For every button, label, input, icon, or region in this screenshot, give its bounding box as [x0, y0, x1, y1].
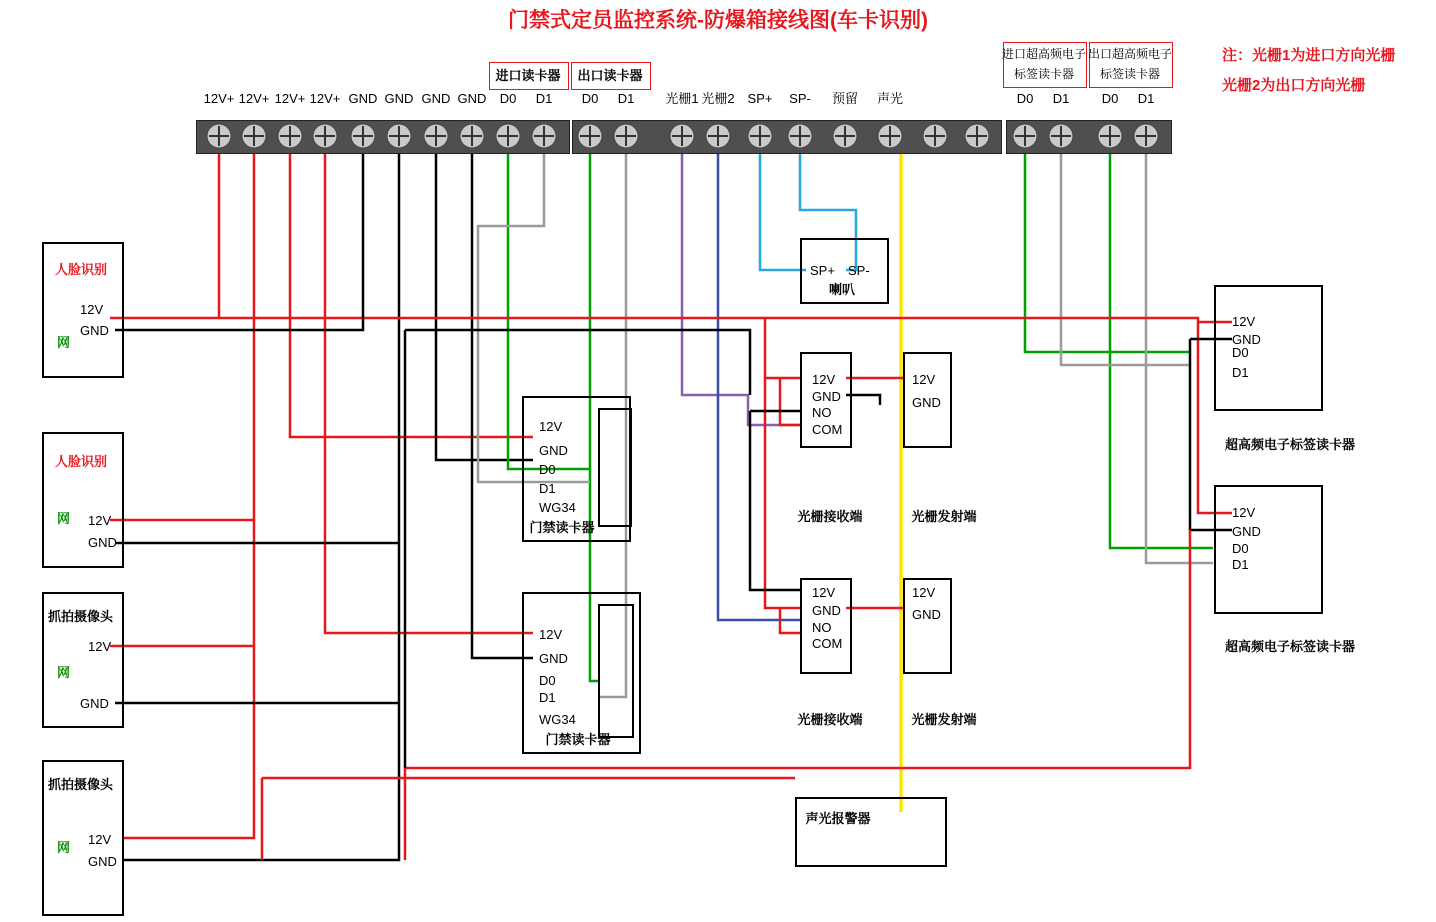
- face-recognition-1-pin-gnd: GND: [80, 323, 109, 338]
- entry-reader-header-label: 进口读卡器: [495, 68, 561, 83]
- terminal-label: D0: [499, 91, 517, 106]
- uhf-reader-2-caption: 超高频电子标签读卡器: [1224, 639, 1356, 654]
- grating-tx-1-pin-gnd: GND: [912, 395, 941, 410]
- device-uhf-reader-1: [1214, 285, 1323, 411]
- door-reader-1-pin-d0: D0: [539, 462, 556, 477]
- note-line-1: 注：光栅1为进口方向光栅: [1222, 47, 1396, 64]
- uhf-reader-1-pin-12v: 12V: [1232, 314, 1256, 329]
- face-recognition-1-title: 人脸识别: [55, 262, 108, 277]
- door-reader-1-pin-wg34: WG34: [539, 500, 576, 515]
- capture-camera-2-title: 抓拍摄像头: [48, 777, 114, 792]
- door-reader-1-inner: [598, 408, 632, 527]
- exit-uhf-header-label-2: 标签读卡器: [1099, 67, 1161, 81]
- terminal-label: 光栅1: [665, 91, 699, 106]
- capture-camera-1-net: 网: [57, 665, 71, 680]
- uhf-reader-1-pin-d0: D0: [1232, 345, 1249, 360]
- grating-rx-2-pin-no: NO: [812, 620, 832, 635]
- capture-camera-2-net: 网: [57, 840, 71, 855]
- door-reader-2-inner: [598, 604, 634, 738]
- door-reader-1-pin-gnd: GND: [539, 443, 568, 458]
- uhf-reader-2-pin-d1: D1: [1232, 557, 1249, 572]
- door-reader-2-pin-wg34: WG34: [539, 712, 576, 727]
- sound-light-alarm-caption: 声光报警器: [805, 811, 871, 826]
- terminal-label: GND: [457, 91, 487, 106]
- door-reader-2-pin-12v: 12V: [539, 627, 563, 642]
- uhf-reader-1-caption: 超高频电子标签读卡器: [1224, 437, 1356, 452]
- terminal-label: GND: [384, 91, 414, 106]
- door-reader-1-pin-d1: D1: [539, 481, 556, 496]
- capture-camera-2-pin-gnd: GND: [88, 854, 117, 869]
- grating-tx-1-caption: 光栅发射端: [911, 509, 977, 524]
- speaker-pin-sp-plus: SP+: [810, 263, 835, 278]
- terminal-label: GND: [348, 91, 378, 106]
- terminal-label: D1: [617, 91, 635, 106]
- face-recognition-1-net: 网: [57, 335, 71, 350]
- terminal-label: 12V+: [238, 91, 270, 106]
- terminal-label: D1: [1052, 91, 1070, 106]
- grating-rx-1-caption: 光栅接收端: [797, 509, 863, 524]
- face-recognition-2-pin-12v: 12V: [88, 513, 112, 528]
- face-recognition-2-net: 网: [57, 511, 71, 526]
- capture-camera-1-pin-12v: 12V: [88, 639, 112, 654]
- grating-rx-1-pin-com: COM: [812, 422, 843, 437]
- grating-tx-2-caption: 光栅发射端: [911, 712, 977, 727]
- exit-reader-header-label: 出口读卡器: [577, 68, 643, 83]
- speaker-caption: 喇叭: [828, 282, 856, 297]
- terminal-label: 预留: [831, 91, 859, 106]
- face-recognition-2-title: 人脸识别: [55, 454, 108, 469]
- uhf-reader-2-pin-d0: D0: [1232, 541, 1249, 556]
- grating-rx-1-pin-12v: 12V: [812, 372, 836, 387]
- capture-camera-2-pin-12v: 12V: [88, 832, 112, 847]
- face-recognition-2-pin-gnd: GND: [88, 535, 117, 550]
- terminal-label: SP+: [747, 91, 773, 106]
- terminal-label: D1: [1137, 91, 1155, 106]
- uhf-reader-1-pin-d1: D1: [1232, 365, 1249, 380]
- terminal-label: 12V+: [274, 91, 306, 106]
- note-line-2: 光栅2为出口方向光栅: [1222, 77, 1366, 94]
- terminal-label: D0: [1016, 91, 1034, 106]
- door-reader-2-pin-gnd: GND: [539, 651, 568, 666]
- entry-uhf-header-label-2: 标签读卡器: [1013, 67, 1075, 81]
- device-uhf-reader-2: [1214, 485, 1323, 614]
- uhf-reader-1-pin-gnd: GND: [1232, 332, 1261, 347]
- door-reader-2-pin-d0: D0: [539, 673, 556, 688]
- grating-rx-1-pin-gnd: GND: [812, 389, 841, 404]
- terminal-label: D0: [581, 91, 599, 106]
- terminal-label: 光栅2: [701, 91, 735, 106]
- grating-tx-2-pin-gnd: GND: [912, 607, 941, 622]
- terminal-label: GND: [421, 91, 451, 106]
- grating-rx-2-caption: 光栅接收端: [797, 712, 863, 727]
- door-reader-2-caption: 门禁读卡器: [545, 732, 611, 747]
- grating-rx-1-pin-no: NO: [812, 405, 832, 420]
- terminal-label: SP-: [789, 91, 811, 106]
- entry-uhf-header-label-1: 进口超高频电子: [1001, 47, 1087, 61]
- terminal-label: D1: [535, 91, 553, 106]
- grating-tx-1-pin-12v: 12V: [912, 372, 936, 387]
- page-title: 门禁式定员监控系统-防爆箱接线图(车卡识别): [508, 9, 928, 32]
- uhf-reader-2-pin-gnd: GND: [1232, 524, 1261, 539]
- terminal-label: 声光: [876, 91, 904, 106]
- capture-camera-1-pin-gnd: GND: [80, 696, 109, 711]
- terminal-label: 12V+: [203, 91, 235, 106]
- grating-tx-2-pin-12v: 12V: [912, 585, 936, 600]
- uhf-reader-2-pin-12v: 12V: [1232, 505, 1256, 520]
- speaker-pin-sp-minus: SP-: [848, 263, 870, 278]
- terminal-label: D0: [1101, 91, 1119, 106]
- grating-rx-2-pin-12v: 12V: [812, 585, 836, 600]
- terminal-label: 12V+: [309, 91, 341, 106]
- door-reader-1-pin-12v: 12V: [539, 419, 563, 434]
- grating-rx-2-pin-gnd: GND: [812, 603, 841, 618]
- grating-rx-2-pin-com: COM: [812, 636, 843, 651]
- exit-uhf-header-label-1: 出口超高频电子: [1087, 47, 1173, 61]
- door-reader-2-pin-d1: D1: [539, 690, 556, 705]
- door-reader-1-caption: 门禁读卡器: [529, 520, 595, 535]
- face-recognition-1-pin-12v: 12V: [80, 302, 104, 317]
- device-sound-light-alarm: [795, 797, 947, 867]
- capture-camera-1-title: 抓拍摄像头: [48, 609, 114, 624]
